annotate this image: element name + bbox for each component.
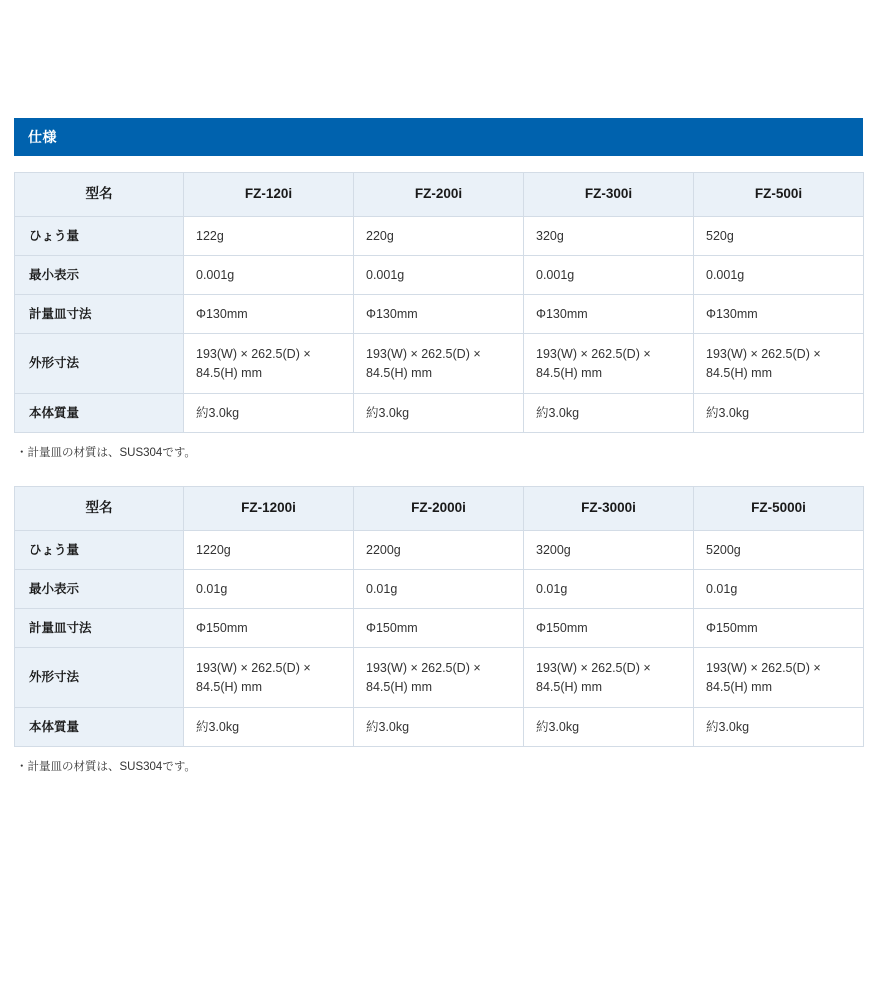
section-header <box>14 118 863 156</box>
row-label: 外形寸法 <box>15 648 184 708</box>
table-cell: 193(W) × 262.5(D) × 84.5(H) mm <box>184 648 354 708</box>
table-cell: 0.001g <box>694 256 864 295</box>
table-cell: Φ150mm <box>184 609 354 648</box>
table-body <box>15 217 864 433</box>
row-label: ひょう量 <box>15 531 184 570</box>
table-cell: 193(W) × 262.5(D) × 84.5(H) mm <box>184 334 354 394</box>
table-cell: 193(W) × 262.5(D) × 84.5(H) mm <box>524 334 694 394</box>
column-header-fz500i: FZ-500i <box>694 173 864 217</box>
column-header-fz5000i: FZ-5000i <box>694 487 864 531</box>
table-cell: 0.01g <box>184 570 354 609</box>
column-header-fz200i: FZ-200i <box>354 173 524 217</box>
column-header-fz1200i: FZ-1200i <box>184 487 354 531</box>
table-cell: 520g <box>694 217 864 256</box>
table-cell: 約3.0kg <box>354 394 524 433</box>
table-cell: 193(W) × 262.5(D) × 84.5(H) mm <box>354 334 524 394</box>
row-label: 外形寸法 <box>15 334 184 394</box>
table-cell: 約3.0kg <box>694 394 864 433</box>
table-cell: 5200g <box>694 531 864 570</box>
row-label: ひょう量 <box>15 217 184 256</box>
table-cell: 約3.0kg <box>184 708 354 747</box>
table-cell: 0.01g <box>694 570 864 609</box>
table-note: ・計量皿の材質は、SUS304です。 <box>16 761 196 773</box>
column-header-model: 型名 <box>15 487 184 531</box>
table-cell: Φ130mm <box>524 295 694 334</box>
row-label: 本体質量 <box>15 708 184 747</box>
table-cell: Φ130mm <box>184 295 354 334</box>
table-cell: Φ150mm <box>354 609 524 648</box>
table-cell: 0.001g <box>524 256 694 295</box>
spec-table-2 <box>14 486 864 747</box>
table-header <box>15 173 864 217</box>
table-row <box>15 648 864 708</box>
table-row <box>15 394 864 433</box>
table-row <box>15 217 864 256</box>
row-label: 計量皿寸法 <box>15 609 184 648</box>
table-cell: 193(W) × 262.5(D) × 84.5(H) mm <box>694 334 864 394</box>
spec-table-1-wrapper <box>14 172 863 460</box>
table-cell: 3200g <box>524 531 694 570</box>
column-header-fz3000i: FZ-3000i <box>524 487 694 531</box>
table-header-row <box>15 487 864 531</box>
table-cell: 0.01g <box>524 570 694 609</box>
row-label: 最小表示 <box>15 570 184 609</box>
table-row <box>15 256 864 295</box>
table-cell: 220g <box>354 217 524 256</box>
row-label: 最小表示 <box>15 256 184 295</box>
table-row <box>15 609 864 648</box>
table-cell: Φ150mm <box>524 609 694 648</box>
section-title: 仕様 <box>28 129 57 145</box>
table-gap <box>14 460 863 486</box>
table-cell: 0.01g <box>354 570 524 609</box>
table-cell: 193(W) × 262.5(D) × 84.5(H) mm <box>694 648 864 708</box>
column-header-fz120i: FZ-120i <box>184 173 354 217</box>
table-row <box>15 570 864 609</box>
row-label: 計量皿寸法 <box>15 295 184 334</box>
table-row <box>15 708 864 747</box>
table-cell: Φ130mm <box>354 295 524 334</box>
column-header-fz300i: FZ-300i <box>524 173 694 217</box>
table-cell: 約3.0kg <box>694 708 864 747</box>
spec-table-1 <box>14 172 864 433</box>
table-cell: 193(W) × 262.5(D) × 84.5(H) mm <box>354 648 524 708</box>
table-cell: 約3.0kg <box>354 708 524 747</box>
column-header-model: 型名 <box>15 173 184 217</box>
table-row <box>15 295 864 334</box>
table-cell: Φ130mm <box>694 295 864 334</box>
table-cell: 0.001g <box>184 256 354 295</box>
table-cell: 約3.0kg <box>524 394 694 433</box>
table-cell: 122g <box>184 217 354 256</box>
table-row <box>15 334 864 394</box>
table-row <box>15 531 864 570</box>
table-cell: 193(W) × 262.5(D) × 84.5(H) mm <box>524 648 694 708</box>
table-header <box>15 487 864 531</box>
table-body <box>15 531 864 747</box>
table-cell: 約3.0kg <box>184 394 354 433</box>
table-cell: Φ150mm <box>694 609 864 648</box>
spec-page <box>0 118 877 993</box>
table-header-row <box>15 173 864 217</box>
row-label: 本体質量 <box>15 394 184 433</box>
table-cell: 0.001g <box>354 256 524 295</box>
table-cell: 約3.0kg <box>524 708 694 747</box>
table-cell: 1220g <box>184 531 354 570</box>
column-header-fz2000i: FZ-2000i <box>354 487 524 531</box>
spec-table-2-wrapper <box>14 486 863 774</box>
table-note: ・計量皿の材質は、SUS304です。 <box>16 447 196 459</box>
table-cell: 2200g <box>354 531 524 570</box>
table-cell: 320g <box>524 217 694 256</box>
